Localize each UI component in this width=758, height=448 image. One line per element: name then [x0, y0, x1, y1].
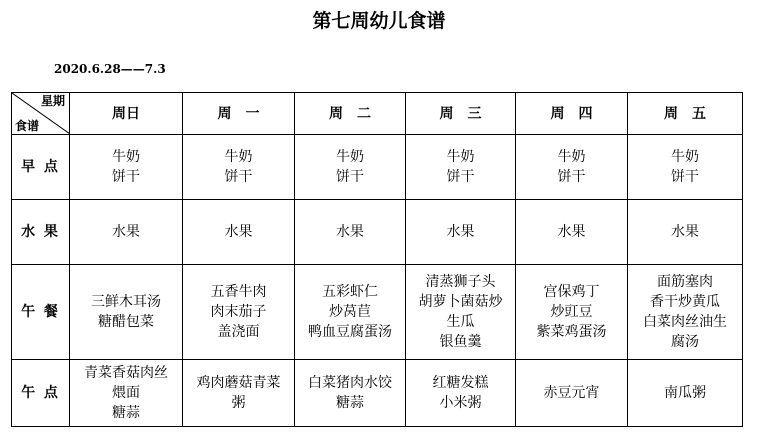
day-header: 周 三 [406, 93, 516, 135]
page-title: 第七周幼儿食谱 [312, 10, 446, 32]
day-header: 周 一 [183, 93, 295, 135]
menu-cell: 牛奶 饼干 [628, 135, 743, 200]
menu-table [11, 92, 743, 427]
menu-cell: 宫保鸡丁 炒豇豆 紫菜鸡蛋汤 [516, 265, 628, 360]
meal-label: 早 点 [12, 135, 70, 200]
menu-cell: 三鲜木耳汤 糖醋包菜 [70, 265, 183, 360]
menu-cell: 水果 [295, 200, 406, 265]
menu-cell: 五香牛肉 肉末茄子 盖浇面 [183, 265, 295, 360]
menu-cell: 清蒸狮子头 胡萝卜菌菇炒 生瓜 银鱼羹 [406, 265, 516, 360]
meal-row-fruit [12, 200, 743, 265]
meal-label: 午 餐 [12, 265, 70, 360]
menu-cell: 青菜香菇肉丝 煨面 糖蒜 [70, 360, 183, 427]
menu-cell: 牛奶 饼干 [183, 135, 295, 200]
meal-label: 午 点 [12, 360, 70, 427]
menu-cell: 牛奶 饼干 [295, 135, 406, 200]
menu-cell: 鸡肉蘑菇青菜 粥 [183, 360, 295, 427]
menu-cell: 水果 [70, 200, 183, 265]
day-header: 周 二 [295, 93, 406, 135]
menu-cell: 牛奶 饼干 [406, 135, 516, 200]
menu-cell: 白菜猪肉水饺 糖蒜 [295, 360, 406, 427]
menu-cell: 面筋塞肉 香干炒黄瓜 白菜肉丝油生 腐汤 [628, 265, 743, 360]
meal-row-afternoon-snack [12, 360, 743, 427]
menu-cell: 水果 [183, 200, 295, 265]
day-header: 周日 [70, 93, 183, 135]
menu-cell: 水果 [406, 200, 516, 265]
corner-weekday-label: 星期 [40, 94, 65, 108]
header-row [12, 93, 743, 135]
meal-label: 水 果 [12, 200, 70, 265]
menu-cell: 南瓜粥 [628, 360, 743, 427]
meal-row-lunch [12, 265, 743, 360]
corner-menu-label: 食谱 [15, 119, 40, 133]
date-range: 2020.6.28——7.3 [54, 62, 166, 76]
menu-cell: 赤豆元宵 [516, 360, 628, 427]
corner-cell [12, 93, 70, 135]
menu-cell: 水果 [516, 200, 628, 265]
meal-row-breakfast [12, 135, 743, 200]
menu-cell: 水果 [628, 200, 743, 265]
menu-cell: 五彩虾仁 炒莴苣 鸭血豆腐蛋汤 [295, 265, 406, 360]
day-header: 周 五 [628, 93, 743, 135]
menu-cell: 牛奶 饼干 [516, 135, 628, 200]
menu-cell: 红糖发糕 小米粥 [406, 360, 516, 427]
menu-cell: 牛奶 饼干 [70, 135, 183, 200]
day-header: 周 四 [516, 93, 628, 135]
